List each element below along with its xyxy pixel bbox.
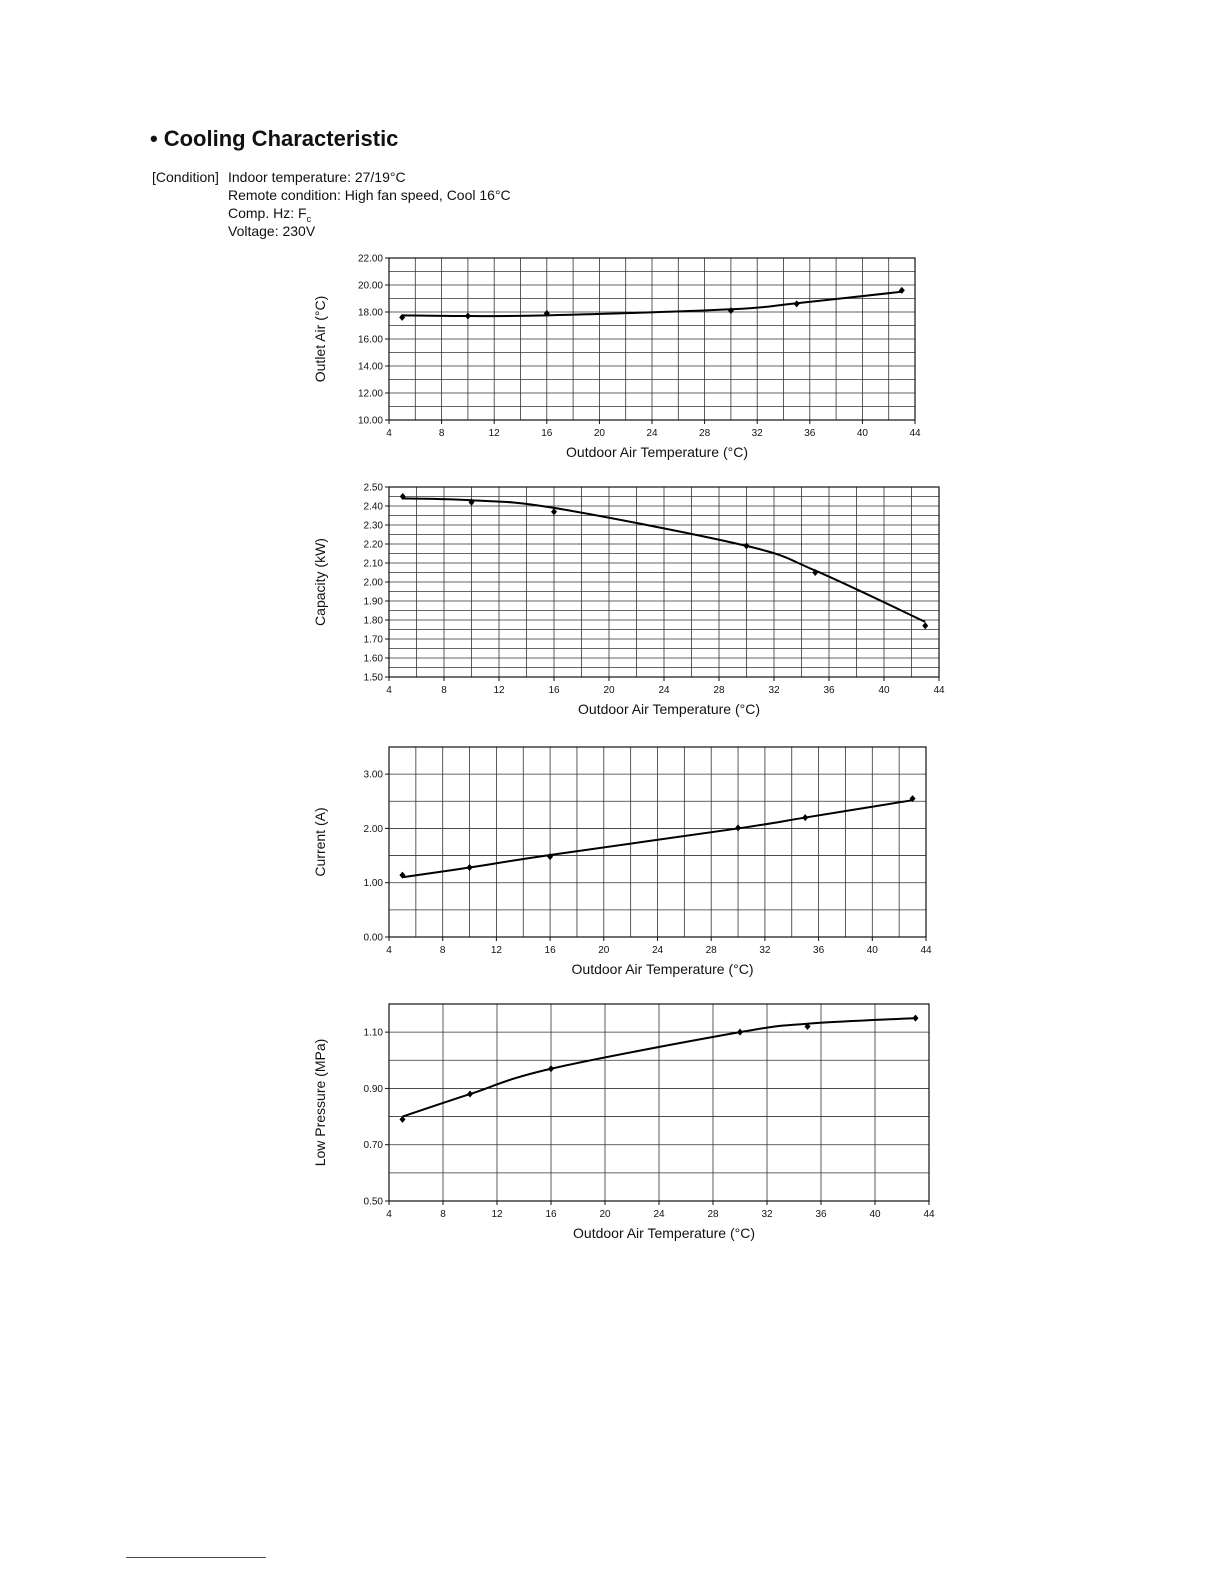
x-tick-label: 44 xyxy=(933,685,945,696)
x-tick-label: 40 xyxy=(856,428,868,439)
y-tick-label: 2.00 xyxy=(363,823,383,835)
x-tick-label: 40 xyxy=(878,685,890,696)
y-tick-label: 16.00 xyxy=(357,334,383,346)
x-tick-label: 36 xyxy=(815,1209,827,1220)
data-point-marker xyxy=(922,622,928,629)
y-tick-label: 2.00 xyxy=(363,577,383,589)
x-tick-label: 12 xyxy=(488,428,500,439)
x-tick-label: 40 xyxy=(866,945,878,956)
y-axis-label: Current (A) xyxy=(312,807,328,877)
x-tick-label: 44 xyxy=(920,945,932,956)
y-tick-label: 12.00 xyxy=(357,388,383,400)
x-tick-label: 16 xyxy=(548,685,560,696)
x-tick-label: 36 xyxy=(813,945,825,956)
chart-2 xyxy=(312,483,945,718)
chart-1 xyxy=(312,254,921,461)
x-tick-label: 32 xyxy=(759,945,771,956)
x-tick-label: 36 xyxy=(823,685,835,696)
y-tick-label: 0.00 xyxy=(363,932,383,944)
x-tick-label: 20 xyxy=(599,1209,611,1220)
x-tick-label: 8 xyxy=(439,945,446,956)
condition-indoor: Indoor temperature: 27/19°C xyxy=(228,169,406,185)
y-tick-label: 1.10 xyxy=(363,1027,383,1039)
title-text: Cooling Characteristic xyxy=(163,126,399,151)
data-point-marker xyxy=(802,814,808,821)
y-axis-label: Low Pressure (MPa) xyxy=(312,1038,328,1167)
y-tick-label: 18.00 xyxy=(357,307,383,319)
y-tick-label: 1.00 xyxy=(363,878,383,890)
y-tick-label: 1.50 xyxy=(363,672,383,684)
x-tick-label: 16 xyxy=(544,945,556,956)
x-tick-label: 4 xyxy=(386,428,392,439)
data-point-marker xyxy=(467,864,473,871)
x-tick-label: 28 xyxy=(713,685,725,696)
comp-hz-prefix: Comp. Hz: F xyxy=(228,205,307,221)
chart-4 xyxy=(312,1004,935,1241)
condition-voltage: Voltage: 230V xyxy=(228,223,316,239)
x-tick-label: 4 xyxy=(386,945,392,956)
x-tick-label: 24 xyxy=(651,945,664,956)
data-point-marker xyxy=(744,542,750,549)
comp-hz-subscript: c xyxy=(306,213,312,224)
x-tick-label: 12 xyxy=(491,1209,503,1220)
data-point-marker xyxy=(737,1029,743,1036)
x-tick-label: 40 xyxy=(869,1209,881,1220)
x-tick-label: 24 xyxy=(653,1209,665,1220)
x-axis-label: Outdoor Air Temperature (°C) xyxy=(566,444,748,460)
y-tick-label: 22.00 xyxy=(357,253,383,265)
x-tick-label: 8 xyxy=(440,1209,446,1220)
y-tick-label: 1.90 xyxy=(363,596,383,608)
y-tick-label: 14.00 xyxy=(357,361,383,373)
y-tick-label: 20.00 xyxy=(357,280,383,292)
x-tick-label: 8 xyxy=(438,428,445,439)
condition-label: [Condition] xyxy=(152,169,219,185)
y-tick-label: 1.70 xyxy=(363,634,383,646)
y-tick-label: 2.10 xyxy=(363,558,383,570)
data-point-marker xyxy=(913,1015,919,1022)
x-tick-label: 16 xyxy=(541,428,553,439)
data-point-marker xyxy=(465,313,471,320)
x-tick-label: 32 xyxy=(761,1209,773,1220)
condition-remote: Remote condition: High fan speed, Cool 16°C xyxy=(228,187,511,203)
title-bullet: • xyxy=(150,126,158,151)
y-tick-label: 3.00 xyxy=(363,769,383,781)
y-tick-label: 10.00 xyxy=(357,415,383,427)
x-tick-label: 16 xyxy=(545,1209,557,1220)
y-tick-label: 0.50 xyxy=(363,1196,383,1208)
x-tick-label: 32 xyxy=(768,685,780,696)
x-tick-label: 4 xyxy=(386,1209,392,1220)
x-tick-label: 36 xyxy=(804,428,816,439)
y-tick-label: 2.20 xyxy=(363,539,383,551)
x-tick-label: 24 xyxy=(658,685,670,696)
data-point-marker xyxy=(467,1091,473,1098)
x-tick-label: 44 xyxy=(923,1209,935,1220)
x-tick-label: 28 xyxy=(707,1209,719,1220)
y-tick-label: 1.60 xyxy=(363,653,383,665)
y-tick-label: 2.30 xyxy=(363,520,383,532)
x-tick-label: 12 xyxy=(490,945,502,956)
x-tick-label: 44 xyxy=(909,428,921,439)
y-tick-label: 0.90 xyxy=(363,1083,383,1095)
data-point-marker xyxy=(735,824,741,831)
x-tick-label: 12 xyxy=(493,685,505,696)
x-tick-label: 28 xyxy=(705,945,717,956)
y-axis-label: Outlet Air (°C) xyxy=(312,295,328,383)
chart-3 xyxy=(312,747,932,977)
x-axis-label: Outdoor Air Temperature (°C) xyxy=(571,961,754,977)
x-tick-label: 24 xyxy=(646,428,658,439)
x-axis-label: Outdoor Air Temperature (°C) xyxy=(573,1225,755,1241)
y-axis-label: Capacity (kW) xyxy=(312,538,328,626)
data-point-marker xyxy=(548,1065,554,1072)
x-axis-label: Outdoor Air Temperature (°C) xyxy=(578,701,760,717)
y-tick-label: 1.80 xyxy=(363,615,383,627)
x-tick-label: 28 xyxy=(699,428,711,439)
data-point-marker xyxy=(794,300,800,307)
x-tick-label: 32 xyxy=(751,428,763,439)
y-tick-label: 2.50 xyxy=(363,482,383,494)
footer-rule xyxy=(126,1557,266,1558)
x-tick-label: 20 xyxy=(598,945,610,956)
y-tick-label: 0.70 xyxy=(363,1140,383,1152)
x-tick-label: 4 xyxy=(386,685,392,696)
x-tick-label: 20 xyxy=(593,428,605,439)
y-tick-label: 2.40 xyxy=(363,501,383,513)
x-tick-label: 20 xyxy=(603,685,615,696)
x-tick-label: 8 xyxy=(441,685,447,696)
